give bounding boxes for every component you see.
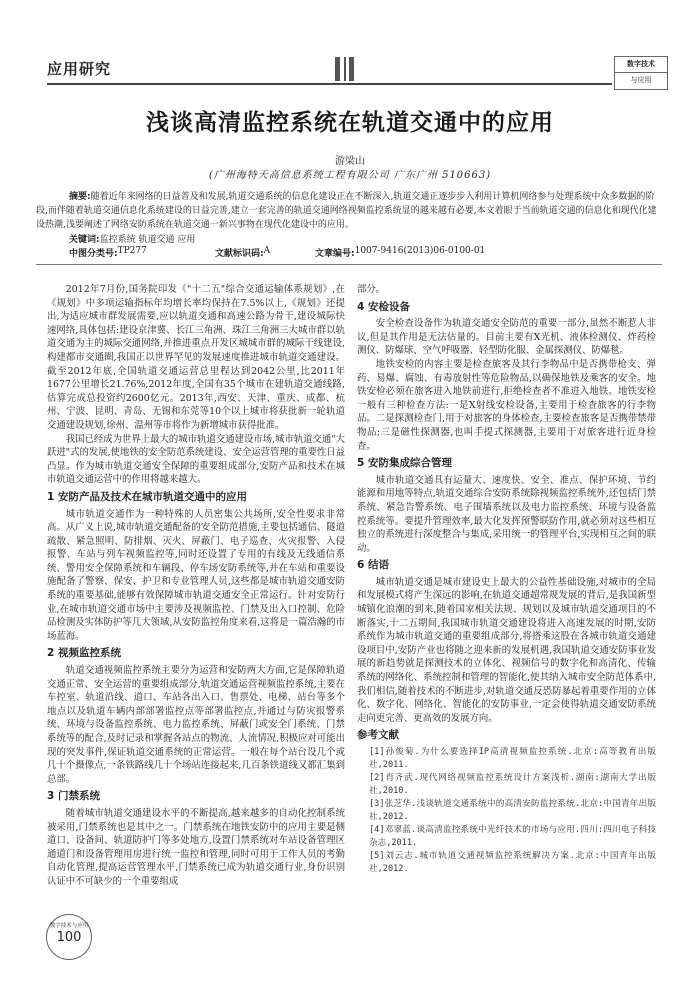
- section-label: 应用研究: [47, 60, 112, 78]
- journal-logo: [614, 56, 668, 90]
- reference-item: [3]张芝华.浅谈轨道交通系统中的高清安防监控系统.北京:中国青年出版社,2012.: [369, 799, 656, 822]
- page-number: 100: [56, 930, 82, 945]
- clc-number: [69, 246, 147, 259]
- paragraph: 我国已经成为世界上最大的城市轨道交通建设市场,城市轨道交通"大跃进"式的发展,使地铁的安全防范系统建设、安全运营管理的重要性日益凸显。作为城市轨道交通安全保障的重要组成部分,安防产品和技术在城市轨道交通运营中的作用将越来越大。: [47, 433, 345, 486]
- page-header: [0, 52, 700, 88]
- clc-value: TP277: [117, 246, 147, 256]
- reference-list: [357, 746, 656, 876]
- references-heading: 参考文献: [357, 729, 399, 742]
- doc-value: A: [263, 246, 271, 256]
- reference-item: [1]孙俊菊.为什么要选择IP高清视频监控系统.北京:高等教育出版社,2011.: [369, 747, 656, 770]
- section-heading: 2 视频监控系统: [47, 647, 121, 660]
- art-value: 1007-9416(2013)06-0100-01: [354, 246, 486, 256]
- abstract-rule: [36, 264, 662, 265]
- paragraph: 轨道交通视频监控系统主要分为运营和安防两大方面,它是保障轨道交通正常、安全运营的重要组成部分,轨道交通运营视频监控系统,主要在车控室、轨道沿线、道口、车站各出入口、售票处、电梯、站台等多个地点以及轨道车辆内部部署监控点等部署监控点,并通过与防灾报警系统、环境与设备监控系统、电力监控系统、屏蔽门或安全门系统、门禁系统等的配合,及时记录和掌握各站点的物流、人流情况,积极应对可能出现的突发事件,保证轨道交通系统的正常运营。一般在每个站台设几个或几十个摄像点,一条铁路线几十个场站连接起来,几百条铁道线又都汇集到总部。: [47, 665, 345, 785]
- abstract-text: 随着近年来网络的日益普及和发展,轨道交通系统的信息化建设正在不断深入,轨道交通正逐步步入利用计算机网络参与处理系统中众多数据的阶段,而伴随着轨道交通信息化系统建设的日益完善,建立一套完善的轨道交通网络视频监控系统显的越来越有必要,本文着眼于当前轨道交通的信息化和现代化建设热潮,浅要阐述了网络安防系统在轨道交通一新兴事物在现代化建设中的应用。: [36, 192, 657, 230]
- keywords-text: 监控系统 轨道交通 应用: [99, 235, 196, 245]
- paragraph: 城市轨道交通具有运量大、速度快、安全、准点、保护环境、节约能源和用地等特点,轨道交通综合安防系统除视频监控系统外,还包括门禁系统、紧急告警系统、电子围墙系统以及电力监控系统、环境与设备监控系统等。要提升管理效率,最大化发挥预警联防作用,就必须对这些相互独立的系统进行深度整合与集成,采用统一的管理平台,实现相互之间的联动。: [357, 474, 656, 554]
- reference-item: [2]肖齐武.现代网络视频监控系统设计方案浅析.湖南:湖南大学出版社,2010.: [369, 773, 656, 796]
- section-heading: 4 安检设备: [357, 300, 410, 313]
- doc-label: 文献标识码:: [215, 249, 264, 259]
- abstract-label: 摘要:: [69, 192, 91, 202]
- logo-line-1: 数字技术: [615, 57, 667, 73]
- keywords: [69, 232, 195, 245]
- article-title: 浅谈高清监控系统在轨道交通中的应用: [146, 110, 554, 136]
- paragraph: 城市轨道交通是城市建设史上最大的公益性基础设施,对城市的全局和发展模式将产生深远的影响,在轨道交通超常规发展的背后,是我国新型城镇化浪潮的到来,随着国家相关法规、规划以及城市轨道交通项目的不断落实,十二五期间,我国城市轨道交通建设将进入高速发展的时期,安防系统作为城市轨道交通的重要组成部分,将搭乘这股在各城市轨道交通建设项目中,安防产业也将随之迎来新的发展机遇,我国轨道交通安防事业发展的新趋势就是探测技术的立体化、视频信号的数字化和高清化、传输系统的网络化、系统控制和管理的智能化,使其纳入城市安全防范体系中,我们相信,随着技术的不断进步,对轨道交通反恐防暴起着重要作用的立体化、数字化、网络化、智能化的安防事业,一定会使得轨道交通安防系统走向更完善、更高效的发展方向。: [357, 576, 656, 724]
- paragraph: 部分。: [357, 284, 386, 295]
- clc-label: 中图分类号:: [69, 249, 118, 259]
- abstract: [36, 190, 662, 232]
- reference-item: [5]刘云志.城市轨道交通视频监控系统解决方案.北京:中国青年出版社,2012.: [369, 851, 656, 874]
- paragraph: 地铁安检的内容主要是检查旅客及其行李物品中是否携带枪支、弹药、易爆、腐蚀、有毒放射性等危险物品,以确保地铁及乘客的安全。地铁安检必须在旅客进入地铁前进行,拒绝检查者不准进入地铁。地铁安检一般有三种检查方法:一是X射线安检设备,主要用于检查旅客的行李物品。二是探测检查门,用于对旅客的身体检查,主要检查旅客是否携带禁带物品;三是磁性探测器,也叫手提式探测器,主要用于对旅客进行近身检查。: [357, 358, 656, 452]
- badge-journal-name: 数字技术与应用: [49, 923, 89, 929]
- section-heading: 5 安防集成综合管理: [357, 457, 452, 470]
- section-heading: 1 安防产品及技术在城市轨道交通中的应用: [47, 490, 247, 503]
- doc-code: [215, 246, 271, 259]
- paragraph: 2012年7月份,国务院印发《"十二五"综合交通运输体系规划》,在《规划》中多项运输指标年均增长率均保持在7.5%以上,《规划》还提出,为适应城市群发展需要,应以轨道交通和高速公路为骨干,建设城际快速网络,具体包括:建设京津冀、长江三角洲、珠江三角洲三大城市群以轨道交通为主的城际交通网络,并推进重点开发区城城市群的城际干线建设,构建都市交通圈,我国正以世界罕见的发展速度推进城市轨道交通建设。截至2012年底,全国轨道交通运营总里程达到2042公里,比2011年1677公里增长21.76%,2012年度,全国有35个城市在建轨道交通线路,估算完成总投资约2600亿元。2013年,西安、天津、重庆、成都、杭州、宁波、昆明、青岛、无锡和东莞等10个以上城市将获批新一轮轨道交通建设规划,徐州、温州等市将作为新增城市获得批准。: [47, 284, 345, 431]
- paragraph: 随着城市轨道交通建设水平的不断提高,越来越多的自动化控制系统被采用,门禁系统也是其中之一。门禁系统在地铁安防中的应用主要是侧道口、设备间、轨道防护门等多处地方,设置门禁系统对车站设备管理区通道门和设备管理用房进行统一监控和管理,同时可用于工作人员的考勤自动化管理,提高运营管理水平,门禁系统已成为轨道交通行业,身份识别认证中不可缺少的一个重要组成: [47, 807, 345, 887]
- art-label: 文章编号:: [315, 249, 355, 259]
- logo-line-2: 与应用: [630, 76, 652, 84]
- keywords-label: 关键词:: [69, 235, 100, 245]
- section-heading: 6 结语: [357, 559, 389, 572]
- right-column: [357, 283, 656, 876]
- reference-item: [4]邓翠蓝.谈高清监控系统中光纤技术的市场与应用.四川:四川电子科技杂志,2011.: [369, 825, 656, 848]
- left-column: [47, 283, 345, 889]
- header-rule: [47, 83, 612, 85]
- article-number: [315, 246, 486, 259]
- paragraph: 安全检查设备作为轨道交通安全防范的重要一部分,虽然不断惹人非议,但是其作用是无法估量的。目前主要有X光机、液体检测仪、炸药检测仪、防爆球、空气呼吸器、轻型防化服、金属探测仪、防爆毯。: [357, 318, 656, 357]
- author-affiliation: (广州海特天高信息系统工程有限公司 广东广州 510663): [208, 170, 492, 181]
- page-number-badge: [46, 914, 92, 960]
- paragraph: 城市轨道交通作为一种特殊的人员密集公共场所,安全性要求非常高。从广义上说,城市轨道交通配备的安全防范措施,主要包括通信、隧道疏散、紧急照明、防排烟、灭火、屏蔽门、电子巡查、火灾报警、入侵报警、车站与列车视频监控等,同时还设置了专用的有线及无线通信系统、警用安全保障系统和车辆段、停车场安防系统等,并在车站和重要设施配备了警察、保安、护卫和专业管理人员,这些都是城市轨道交通安防系统的重要基础,能够有效保障城市轨道交通安全正常运行。针对安防行业,在城市轨道交通市场中主要涉及视频监控、门禁及出入口控制、危险品检测及实体防护等几大领域,从安防监控角度来看,这将是一篇浩瀚的市场蓝海。: [47, 508, 345, 642]
- header-decoration: [335, 57, 365, 81]
- author-name: 游梁山: [335, 156, 365, 167]
- section-heading: 3 门禁系统: [47, 790, 100, 803]
